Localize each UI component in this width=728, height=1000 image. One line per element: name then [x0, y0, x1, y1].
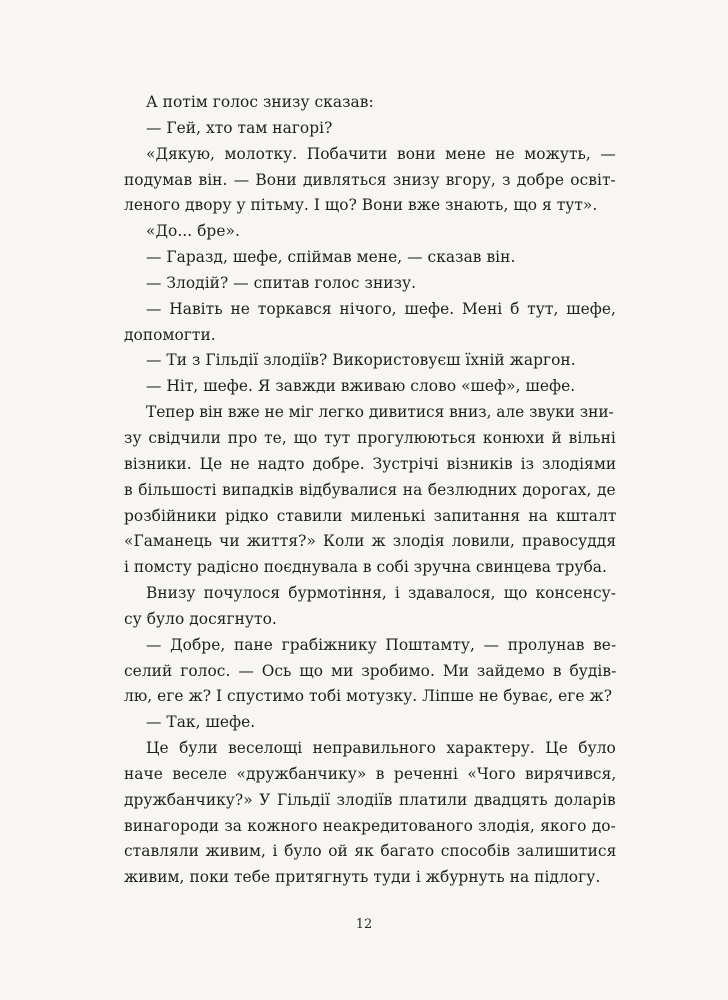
text-line: візники. Це не надто добре. Зустрічі візників із злодіями	[124, 454, 617, 473]
text-line: «До... бре».	[146, 222, 240, 241]
text-line: — Ти з Гільдії злодіїв? Використовуєш їхній жаргон.	[146, 351, 576, 370]
text-line: зу свідчили про те, що тут прогулюються конюхи й вільні	[124, 428, 616, 447]
page-number: 12	[355, 917, 373, 932]
text-line: А потім голос знизу сказав:	[146, 93, 374, 111]
text-line: — Навіть не торкався нічого, шефе. Мені б тут, шефе,	[146, 299, 616, 318]
text-line: Внизу почулося бурмотіння, і здавалося, що консенсу-	[146, 584, 616, 603]
text-line: дружбанчику?» У Гільдії злодіїв платили двадцять доларів	[124, 790, 616, 809]
text-line: — Добре, пане грабіжнику Поштамту, — пролунав ве-	[146, 635, 617, 654]
text-line: і помсту радісно поєднувала в собі зручна свинцева труба.	[124, 558, 607, 577]
text-line: ставляли живим, і було ой як багато способів залишитися	[124, 842, 617, 861]
text-line: «Гаманець чи життя?» Коли ж злодія ловили, правосуддя	[124, 532, 617, 551]
text-line: винагороди за кожного неакредитованого злодія, якого до-	[124, 816, 616, 835]
text-line: подумав він. — Вони дивляться знизу вгору, з добре освіт-	[124, 170, 616, 189]
text-line: наче веселе «дружбанчику» в реченні «Чого вирячився,	[124, 764, 617, 783]
text-line: лю, еге ж? І спустимо тобі мотузку. Ліпше не буває, еге ж?	[124, 687, 613, 706]
text-line: Тепер він вже не міг легко дивитися вниз, але звуки зни-	[146, 403, 614, 422]
body-text	[124, 90, 616, 891]
text-line: леного двору у пітьму. І що? Вони вже знають, що я тут».	[124, 196, 598, 215]
text-line: в більшості випадків відбувалися на безлюдних дорогах, де	[124, 480, 616, 499]
text-line: розбійники рідко ставили миленькі запитання на кшталт	[124, 506, 617, 525]
text-line: — Так, шефе.	[146, 713, 256, 732]
text-line: — Гей, хто там нагорі?	[146, 118, 333, 137]
text-line: допомогти.	[124, 325, 216, 344]
text-line: живим, поки тебе притягнуть туди і жбурнуть на підлогу.	[124, 868, 601, 887]
text-line: — Злодій? — спитав голос знизу.	[146, 273, 417, 292]
text-line: — Ніт, шефе. Я завжди вживаю слово «шеф», шефе.	[146, 377, 576, 396]
text-line: Це були веселощі неправильного характеру. Це було	[146, 739, 616, 758]
text-line: селий голос. — Ось що ми зробимо. Ми зайдемо в будів-	[124, 661, 617, 680]
text-line: — Гаразд, шефе, спіймав мене, — сказав він.	[146, 248, 516, 267]
text-line: су було досягнуто.	[124, 609, 277, 628]
text-line: «Дякую, молотку. Побачити вони мене не можуть, —	[146, 144, 616, 163]
